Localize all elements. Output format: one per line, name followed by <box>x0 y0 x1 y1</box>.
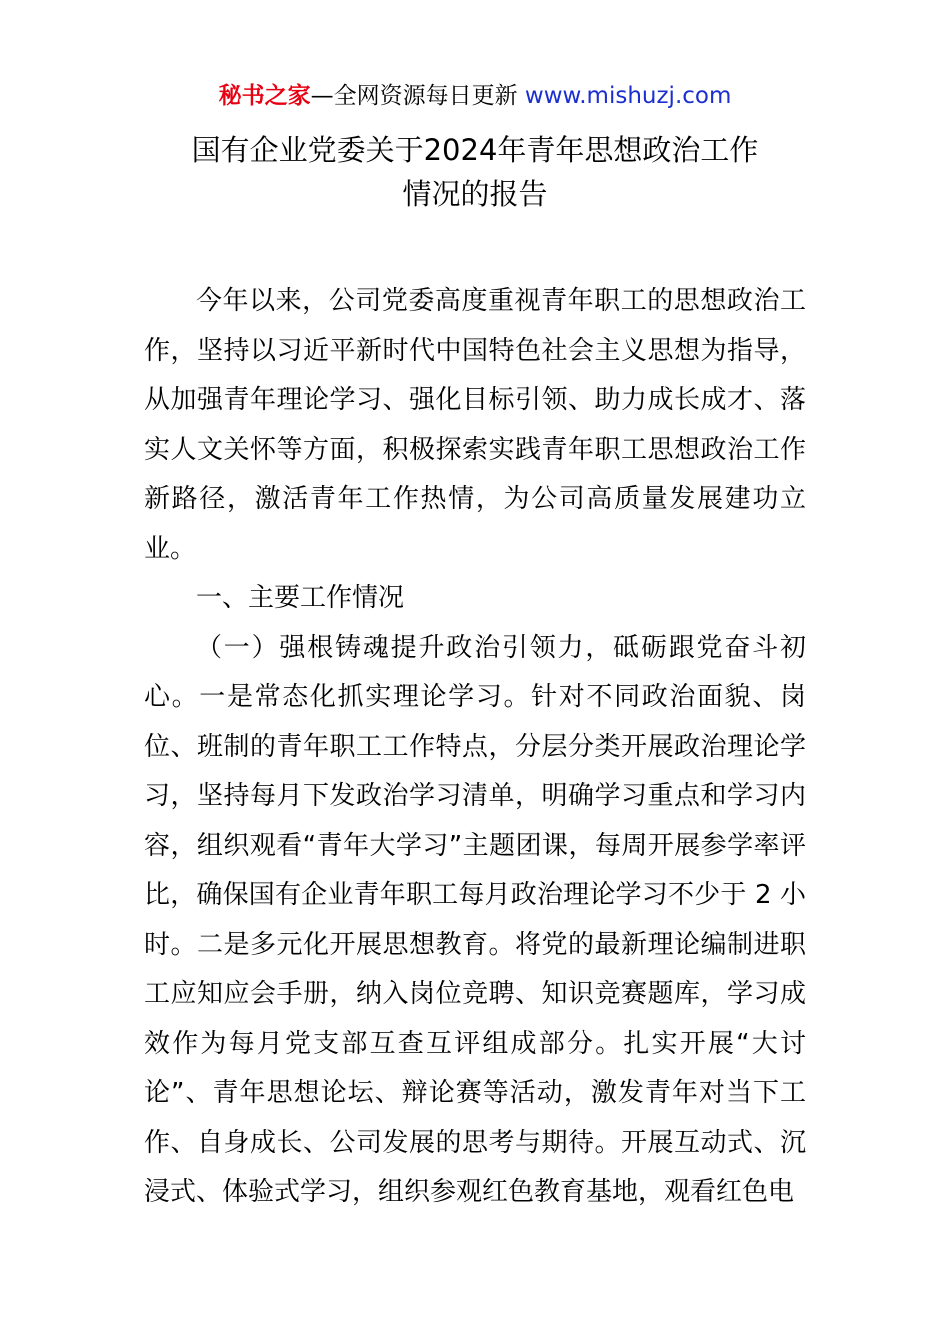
title-line-1: 国有企业党委关于2024年青年思想政治工作 <box>191 133 759 167</box>
section-heading: 一、主要工作情况 <box>196 583 405 613</box>
title-line-2: 情况的报告 <box>402 177 548 211</box>
header-slogan: —全网资源每日更新 <box>310 83 525 109</box>
site-header <box>0 80 950 112</box>
brand-name: 秘书之家 <box>218 83 311 109</box>
document-title <box>0 128 950 216</box>
intro-paragraph: 今年以来，公司党委高度重视青年职工的思想政治工作，坚持以习近平新时代中国特色社会主义思想为指导，从加强青年理论学习、强化目标引领、助力成长成才、落实人文关怀等方面，积极探索实践青年职工思想政治工作新路径，激活青年工作热情，为公司高质量发展建功立业。 <box>144 286 806 564</box>
site-url[interactable]: www.mishuzj.com <box>524 83 732 109</box>
document-body <box>144 277 806 1218</box>
body-paragraph: （一）强根铸魂提升政治引领力，砥砺跟党奋斗初心。一是常态化抓实理论学习。针对不同政治面貌、岗位、班制的青年职工工作特点，分层分类开展政治理论学习，坚持每月下发政治学习清单，明确学习重点和学习内容，组织观看“青年大学习”主题团课，每周开展参学率评比，确保国有企业青年职工每月政治理论学习不少于 2 小时。二是多元化开展思想教育。将党的最新理论编制进职工应知应会手册，纳入岗位竞聘、知识竞赛题库，学习成效作为每月党支部互查互评组成部分。扎实开展“大讨论”、青年思想论坛、辩论赛等活动，激发青年对当下工作、自身成长、公司发展的思考与期待。开展互动式、沉浸式、体验式学习，组织参观红色教育基地，观看红色电 <box>144 632 806 1207</box>
